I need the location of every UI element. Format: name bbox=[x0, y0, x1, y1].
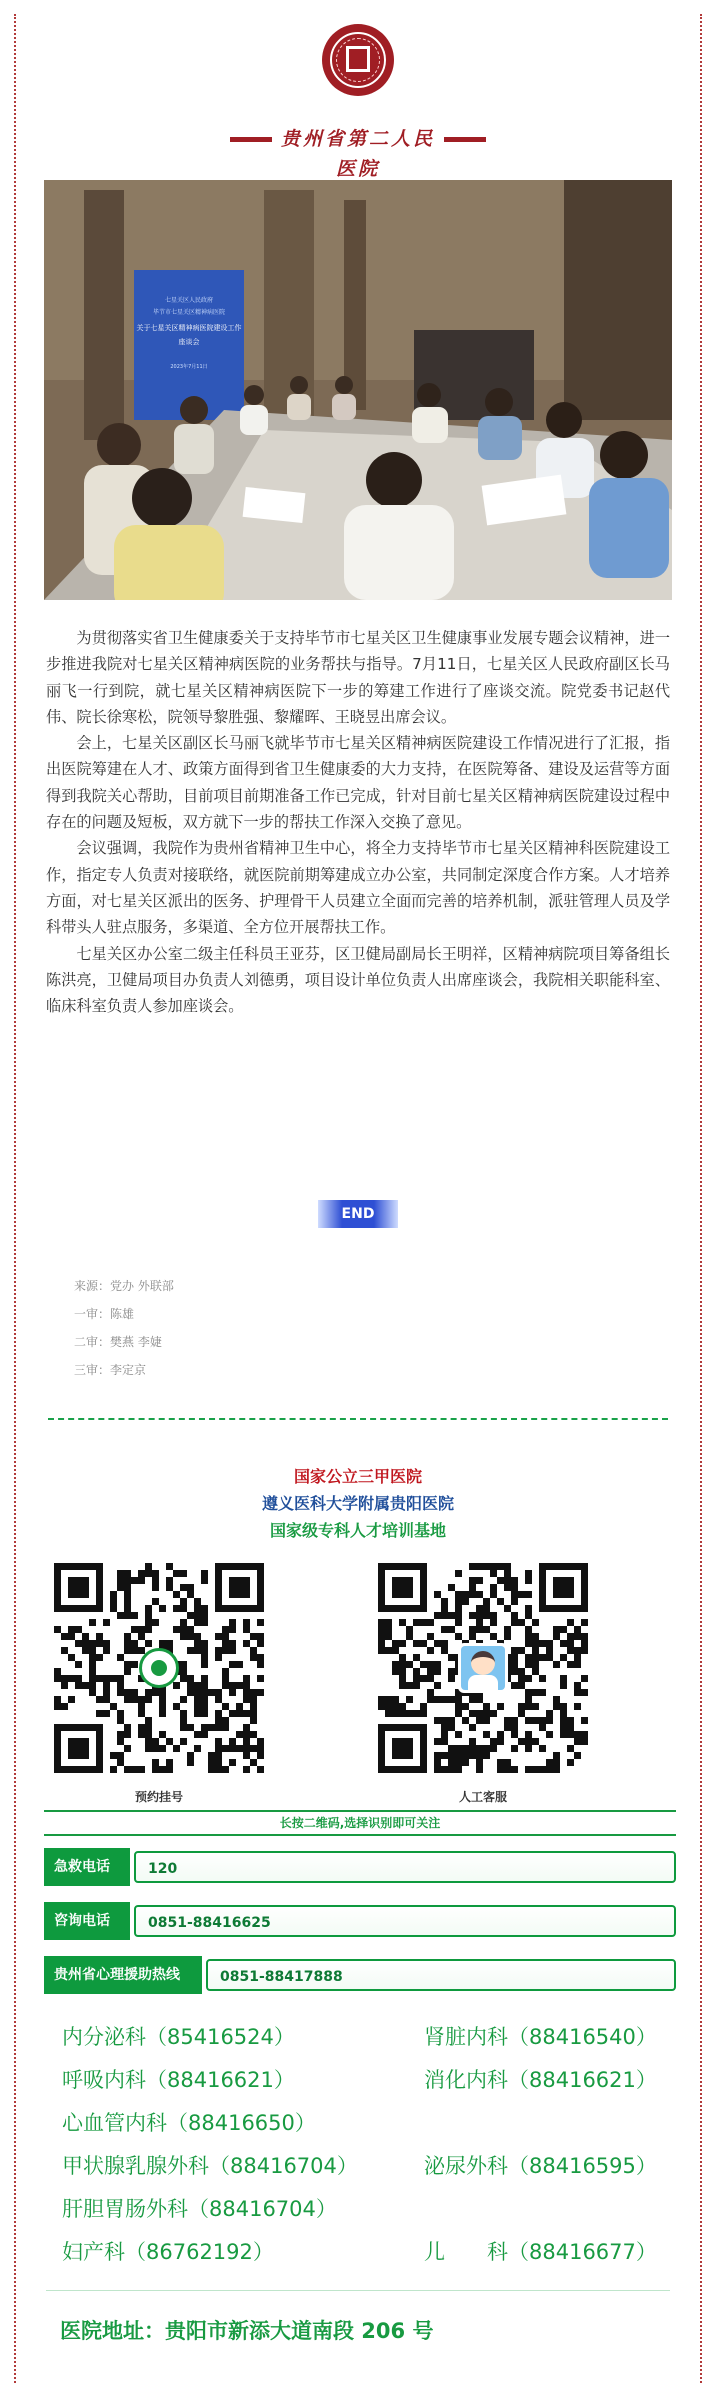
qr-hint: 长按二维码,选择识别即可关注 bbox=[44, 1810, 676, 1836]
qr-label-service: 人工客服 bbox=[458, 1790, 507, 1804]
contact-row-consult bbox=[44, 1902, 676, 1940]
article-body bbox=[46, 625, 670, 1019]
meeting-photo bbox=[44, 180, 672, 600]
org-line-3: 国家级专科人才培训基地 bbox=[269, 1521, 446, 1540]
screen-line-1: 七星关区人民政府 bbox=[164, 297, 214, 304]
org-line-2: 遵义医科大学附属贵阳医院 bbox=[261, 1494, 454, 1513]
contact-label-emergency: 急救电话 bbox=[44, 1848, 130, 1886]
screen-line-5: 2023年7月11日 bbox=[170, 364, 208, 370]
department-item[interactable]: 肾脏内科（88416540） bbox=[424, 2025, 657, 2049]
qr-label-appointment: 预约挂号 bbox=[134, 1790, 183, 1804]
department-item[interactable]: 甲状腺乳腺外科（88416704） bbox=[62, 2154, 358, 2178]
hospital-emblem-icon bbox=[322, 24, 394, 96]
paragraph-1: 为贯彻落实省卫生健康委关于支持毕节市七星关区卫生健康事业发展专题会议精神，进一步推进我院对七星关区精神病医院的业务帮扶与指导。7月11日，七星关区人民政府副区长马丽飞一行到院，就七星关区精神病医院下一步的筹建工作进行了座谈交流。院党委书记赵代伟、院长徐寒松，院领导黎胜强、黎耀晖、王晓昱出席会议。 bbox=[46, 629, 670, 726]
dashed-divider bbox=[48, 1418, 668, 1420]
meta-review-2: 二审：樊燕 李婕 bbox=[74, 1335, 162, 1349]
hospital-name-banner bbox=[0, 124, 716, 180]
screen-line-2: 毕节市七星关区精神病医院 bbox=[152, 309, 226, 316]
hospital-address: 医院地址：贵阳市新添大道南段 206 号 bbox=[60, 2319, 434, 2343]
department-item[interactable]: 消化内科（88416621） bbox=[424, 2068, 657, 2092]
paragraph-2: 会上，七星关区副区长马丽飞就毕节市七星关区精神病医院建设工作情况进行了汇报，指出医院筹建在人才、政策方面得到省卫生健康委的大力支持，在医院筹备、建设及运营等方面得到我院关心帮助，目前项目前期准备工作已完成，针对目前七星关区精神病医院建设过程中存在的问题及短板，双方就下一步的帮扶工作深入交换了意见。 bbox=[46, 734, 670, 832]
screen-line-4: 座谈会 bbox=[178, 338, 200, 346]
contact-value-psych[interactable]: 0851-88417888 bbox=[206, 1959, 676, 1991]
contact-value-emergency[interactable]: 120 bbox=[134, 1851, 676, 1883]
department-item[interactable]: 肝胆胃肠外科（88416704） bbox=[62, 2197, 337, 2221]
article-meta bbox=[74, 1272, 174, 1384]
department-item[interactable]: 内分泌科（85416524） bbox=[62, 2025, 295, 2049]
screen-line-3: 关于七星关区精神病医院建设工作 bbox=[136, 324, 242, 332]
end-badge: END bbox=[318, 1200, 398, 1228]
contact-label-consult: 咨询电话 bbox=[44, 1902, 130, 1940]
contact-row-psych bbox=[44, 1956, 676, 1994]
paragraph-4: 七星关区办公室二级主任科员王亚芬，区卫健局副局长王明祥，区精神病院项目筹备组长陈洪亮，卫健局项目办负责人刘德勇，项目设计单位负责人出席座谈会，我院相关职能科室、临床科室负责人参加座谈会。 bbox=[46, 944, 670, 1016]
nurse-avatar-icon bbox=[458, 1643, 508, 1693]
meta-source: 来源：党办 外联部 bbox=[74, 1279, 174, 1293]
meta-review-3: 三审：李定京 bbox=[74, 1363, 147, 1377]
hospital-logo-icon bbox=[139, 1648, 179, 1688]
contact-value-consult[interactable]: 0851-88416625 bbox=[134, 1905, 676, 1937]
meta-review-1: 一审：陈雄 bbox=[74, 1307, 135, 1321]
divider-line bbox=[46, 2290, 670, 2291]
org-line-1: 国家公立三甲医院 bbox=[293, 1467, 422, 1486]
contact-row-emergency bbox=[44, 1848, 676, 1886]
qr-code-appointment[interactable] bbox=[54, 1563, 264, 1773]
department-item[interactable]: 心血管内科（88416650） bbox=[62, 2111, 316, 2135]
department-item[interactable]: 儿 科（88416677） bbox=[424, 2240, 657, 2264]
department-item[interactable]: 呼吸内科（88416621） bbox=[62, 2068, 295, 2092]
paragraph-3: 会议强调，我院作为贵州省精神卫生中心，将全力支持毕节市七星关区精神科医院建设工作，指定专人负责对接联络，就医院前期筹建成立办公室，共同制定深度合作方案。人才培养方面，对七星关区派出的医务、护理骨干人员建立全面而完善的培养机制，派驻管理人员及学科带头人驻点服务，多渠道、全方位开展帮扶工作。 bbox=[46, 839, 670, 937]
hospital-name: 贵州省第二人民医院 bbox=[280, 128, 435, 180]
department-item[interactable]: 泌尿外科（88416595） bbox=[424, 2154, 657, 2178]
department-item[interactable]: 妇产科（86762192） bbox=[62, 2240, 274, 2264]
qr-code-service[interactable] bbox=[378, 1563, 588, 1773]
contact-label-psych: 贵州省心理援助热线 bbox=[44, 1956, 202, 1994]
